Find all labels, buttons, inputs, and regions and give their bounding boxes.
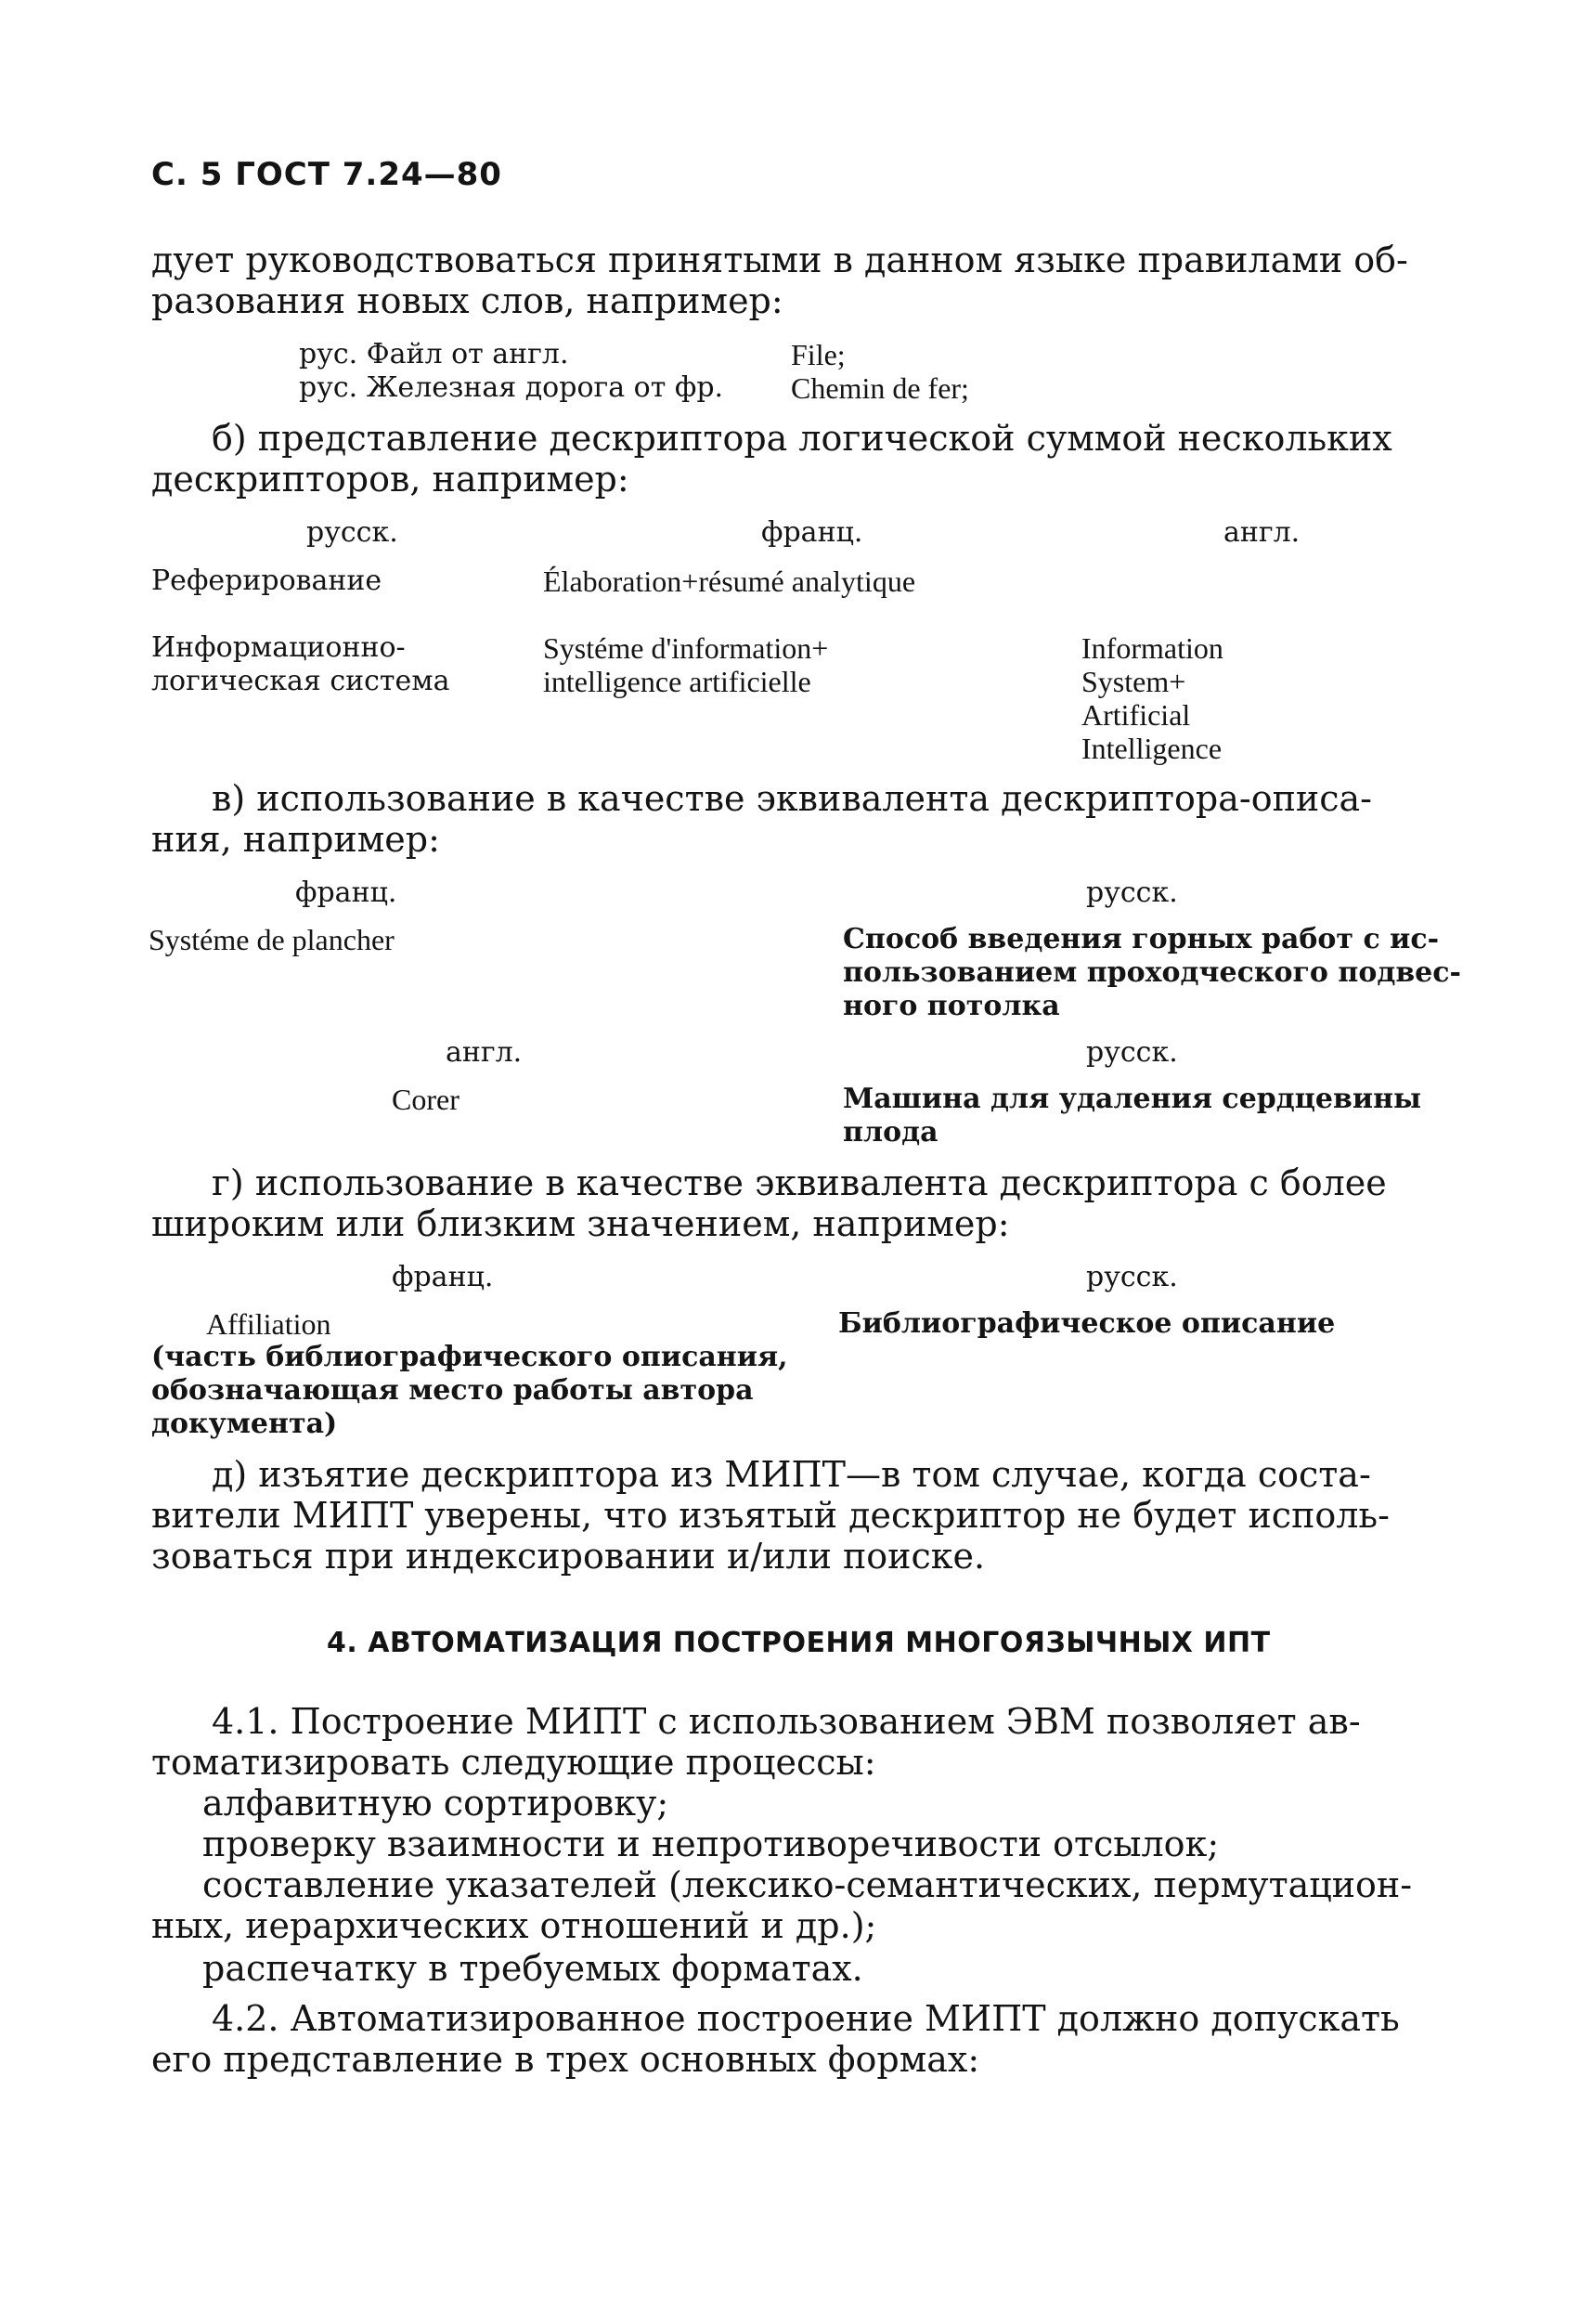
v-col-russian-a: русск. [1086, 876, 1178, 909]
b-row2-english-3: Artificial [1081, 698, 1191, 732]
v-col-english: англ. [446, 1036, 523, 1069]
b-row2-english-1: Information [1081, 631, 1223, 665]
b-row1-french: Élaboration+résumé analytique [543, 565, 916, 598]
g-note-1: (часть библиографического описания, [151, 1341, 788, 1373]
para-4-2-line-2: его представление в трех основных формах: [151, 2039, 980, 2080]
g-note-3: документа) [151, 1408, 338, 1440]
b-row2-english-2: System+ [1081, 665, 1186, 698]
example-2-foreign: Chemin de fer; [791, 371, 969, 405]
para-4-2-line-1: 4.2. Автоматизированное построение МИПТ должно допускать [212, 1998, 1400, 2039]
b-row2-french-2: intelligence artificielle [543, 665, 811, 698]
b-col-english: англ. [1223, 516, 1301, 549]
b-row2-french-1: Systéme d'information+ [543, 631, 829, 665]
g-note-2: обозначающая место работы автора [151, 1374, 754, 1407]
intro-line-1: дует руководствоваться принятыми в данном языке правилами об- [151, 240, 1408, 280]
g-term-french: Affiliation [206, 1307, 331, 1341]
item-v-line-2: ния, например: [151, 819, 440, 860]
process-item-3-line-1: составление указателей (лексико-семантических, пермутацион- [202, 1864, 1413, 1905]
v-descr-b-1: Машина для удаления сердцевины [843, 1083, 1422, 1115]
v-descr-a-1: Способ введения горных работ с ис- [843, 923, 1440, 955]
v-term-french: Systéme de plancher [149, 923, 395, 956]
item-d-line-3: зоваться при индексировании и/или поиске. [151, 1536, 986, 1577]
process-item-4: распечатку в требуемых форматах. [202, 1948, 863, 1989]
item-d-line-1: д) изъятие дескриптора из МИПТ—в том случае, когда соста- [212, 1454, 1371, 1495]
v-descr-a-3: ного потолка [843, 990, 1060, 1022]
intro-line-2: разования новых слов, например: [151, 280, 783, 321]
section-4-title: 4. АВТОМАТИЗАЦИЯ ПОСТРОЕНИЯ МНОГОЯЗЫЧНЫХ ИПТ [327, 1627, 1271, 1659]
g-descr-russian: Библиографическое описание [838, 1307, 1336, 1340]
v-descr-b-2: плода [843, 1116, 938, 1149]
page-header: С. 5 ГОСТ 7.24—80 [151, 156, 502, 193]
para-4-1-line-2: томатизировать следующие процессы: [151, 1742, 876, 1783]
b-row2-russian-2: логическая система [151, 665, 450, 697]
para-4-1-line-1: 4.1. Построение МИПТ с использованием ЭВМ позволяет ав- [212, 1701, 1361, 1742]
b-col-russian: русск. [306, 516, 398, 549]
item-g-line-2: широким или близким значением, например: [151, 1203, 1010, 1244]
b-row1-russian: Реферирование [151, 565, 382, 597]
example-2-russian: рус. Железная дорога от фр. [299, 371, 724, 404]
v-descr-a-2: пользованием проходческого подвес- [843, 956, 1461, 989]
example-1-foreign: File; [791, 338, 846, 371]
item-b-line-1: б) представление дескриптора логической суммой нескольких [212, 418, 1392, 459]
b-row2-russian-1: Информационно- [151, 631, 406, 664]
item-v-line-1: в) использование в качестве эквивалента дескриптора-описа- [212, 778, 1373, 819]
process-item-1: алфавитную сортировку; [202, 1783, 669, 1824]
b-row2-english-4: Intelligence [1081, 732, 1223, 765]
item-g-line-1: г) использование в качестве эквивалента дескриптора с более [212, 1162, 1387, 1203]
g-col-russian: русск. [1086, 1261, 1178, 1293]
v-col-russian-b: русск. [1086, 1036, 1178, 1069]
v-col-french: франц. [295, 876, 397, 909]
b-col-french: франц. [761, 516, 863, 549]
process-item-2: проверку взаимности и непротиворечивости отсылок; [202, 1824, 1220, 1864]
example-1-russian: рус. Файл от англ. [299, 338, 569, 370]
process-item-3-line-2: ных, иерархических отношений и др.); [151, 1905, 877, 1946]
v-term-english: Corer [392, 1083, 459, 1116]
g-col-french: франц. [392, 1261, 494, 1293]
item-b-line-2: дескрипторов, например: [151, 459, 629, 500]
item-d-line-2: вители МИПТ уверены, что изъятый дескриптор не будет исполь- [151, 1495, 1390, 1536]
